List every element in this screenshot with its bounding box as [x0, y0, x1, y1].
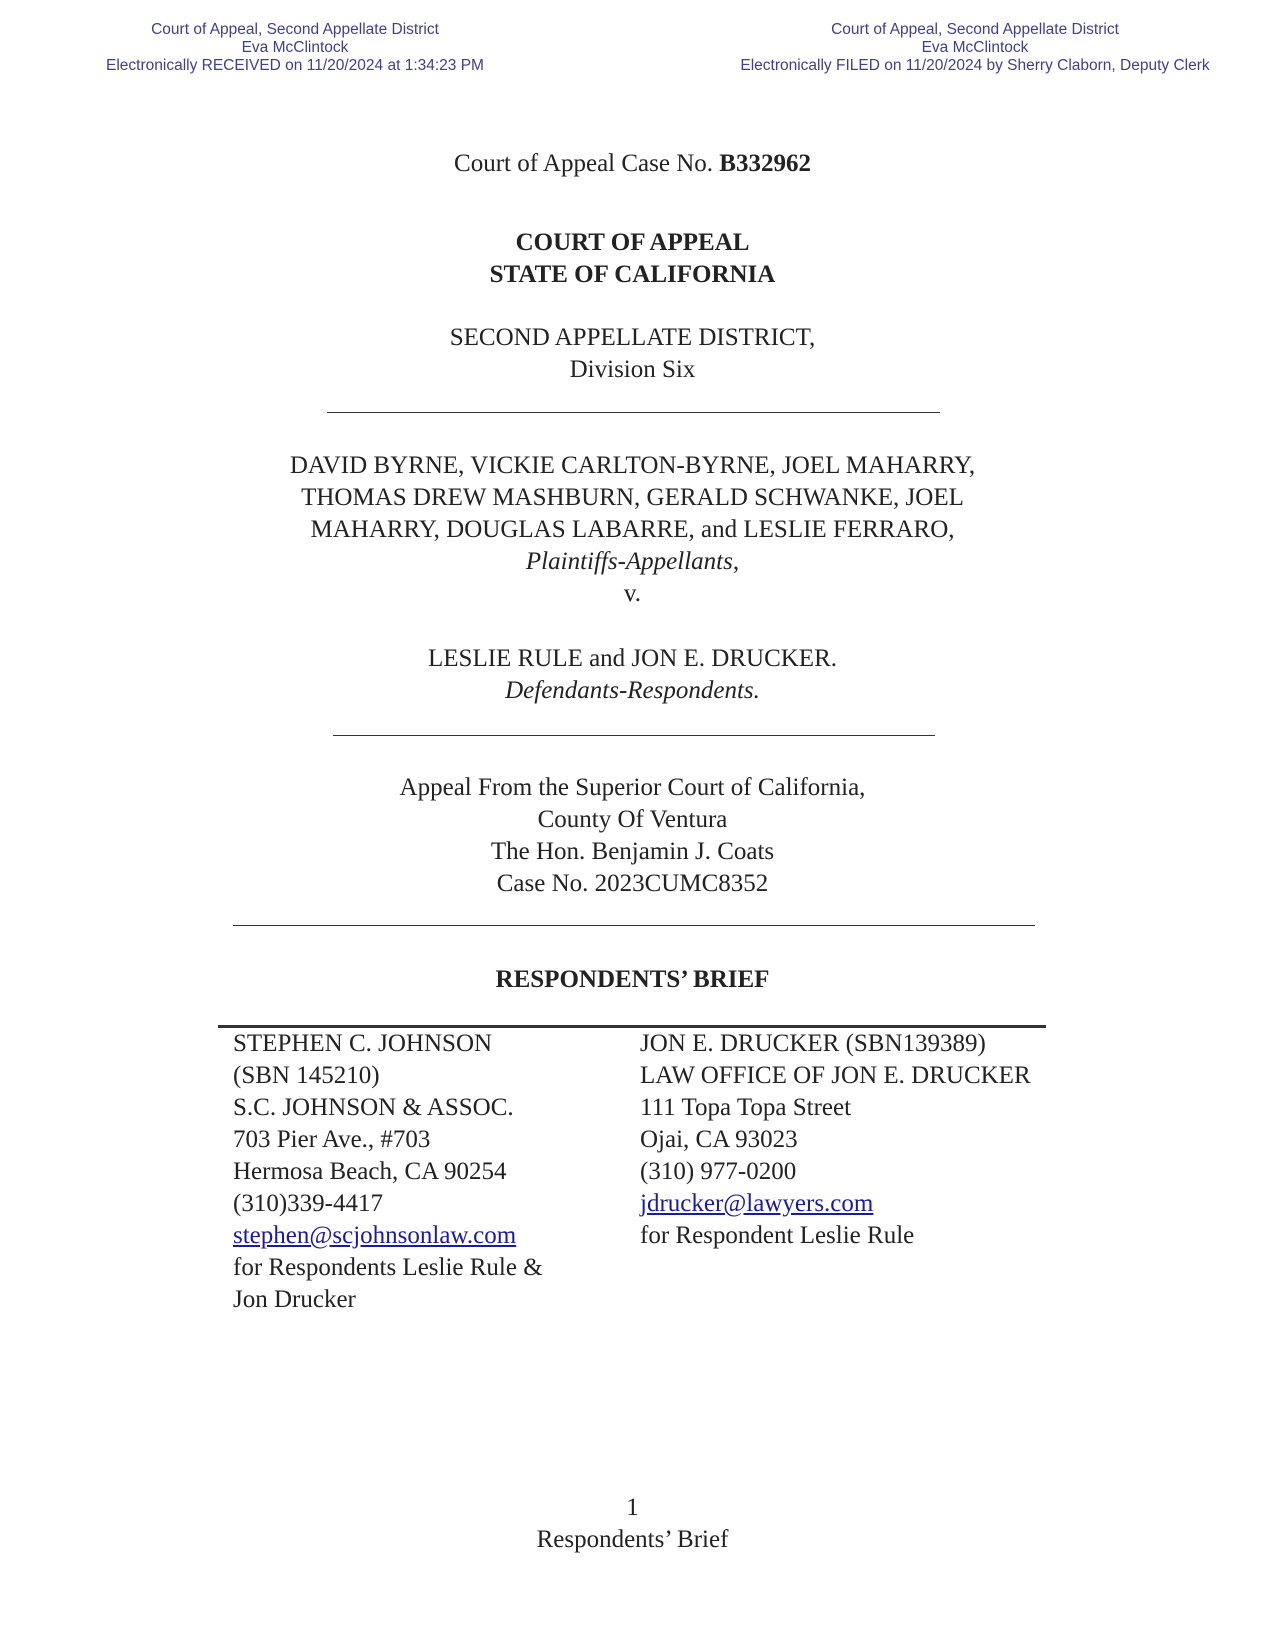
received-stamp-court: Court of Appeal, Second Appellate District — [151, 21, 439, 38]
versus: v. — [623, 580, 642, 607]
counsel-right-role: for Respondent Leslie Rule — [640, 1222, 915, 1249]
court-heading — [0, 227, 1265, 291]
appeal-case-number: Case No. 2023CUMC8352 — [496, 870, 769, 897]
counsel-left-address-1: 703 Pier Ave., #703 — [233, 1126, 431, 1153]
counsel-left — [233, 1028, 618, 1316]
appeal-county: County Of Ventura — [537, 806, 728, 833]
brief-title — [0, 964, 1265, 996]
page-number: 1 — [626, 1494, 639, 1521]
filed-stamp-status: Electronically FILED on 11/20/2024 by Sherry Claborn, Deputy Clerk — [740, 57, 1210, 74]
counsel-left-firm: S.C. JOHNSON & ASSOC. — [233, 1094, 514, 1121]
appeal-block — [0, 772, 1265, 900]
plaintiffs-role: Plaintiffs-Appellants — [525, 548, 733, 575]
plaintiffs-role-comma: , — [732, 548, 740, 575]
counsel-right-phone: (310) 977-0200 — [640, 1158, 797, 1185]
counsel-left-email-link[interactable]: stephen@scjohnsonlaw.com — [233, 1222, 517, 1249]
counsel-right-address-1: 111 Topa Topa Street — [640, 1094, 852, 1121]
plaintiffs-line-1: DAVID BYRNE, VICKIE CARLTON-BYRNE, JOEL MAHARRY, — [289, 452, 976, 479]
plaintiffs-line-2: THOMAS DREW MASHBURN, GERALD SCHWANKE, JOEL — [301, 484, 964, 511]
brief-title-text: RESPONDENTS’ BRIEF — [495, 966, 770, 993]
counsel-right-firm: LAW OFFICE OF JON E. DRUCKER — [640, 1062, 1031, 1089]
filed-stamp — [720, 21, 1230, 75]
counsel-left-role-2: Jon Drucker — [233, 1286, 356, 1313]
filed-stamp-court: Court of Appeal, Second Appellate District — [831, 21, 1119, 38]
divider-1 — [327, 412, 940, 413]
divider-2 — [333, 735, 935, 736]
received-stamp-status: Electronically RECEIVED on 11/20/2024 at 1:34:23 PM — [106, 57, 484, 74]
district-heading — [0, 322, 1265, 386]
case-number: B332962 — [719, 150, 811, 177]
appeal-judge: The Hon. Benjamin J. Coats — [490, 838, 775, 865]
plaintiffs-line-3: MAHARRY, DOUGLAS LABARRE, and LESLIE FERRARO, — [310, 516, 955, 543]
counsel-right — [640, 1028, 1120, 1252]
counsel-left-sbn: (SBN 145210) — [233, 1062, 380, 1089]
case-number-prefix: Court of Appeal Case No. — [454, 150, 720, 177]
appeal-court: Appeal From the Superior Court of California, — [399, 774, 866, 801]
counsel-right-email-link[interactable]: jdrucker@lawyers.com — [640, 1190, 874, 1217]
counsel-left-name: STEPHEN C. JOHNSON — [233, 1030, 493, 1057]
district-division: Division Six — [569, 356, 696, 383]
case-number-line — [0, 148, 1265, 180]
received-stamp-clerk: Eva McClintock — [241, 39, 349, 56]
counsel-left-phone: (310)339-4417 — [233, 1190, 383, 1217]
defendants-role: Defendants-Respondents. — [505, 677, 760, 704]
divider-3 — [233, 925, 1035, 926]
counsel-left-role-1: for Respondents Leslie Rule & — [233, 1254, 543, 1281]
received-stamp — [90, 21, 500, 75]
filed-stamp-clerk: Eva McClintock — [921, 39, 1029, 56]
counsel-left-address-2: Hermosa Beach, CA 90254 — [233, 1158, 507, 1185]
defendants-block — [0, 643, 1265, 707]
page-footer — [0, 1492, 1265, 1556]
plaintiffs-block — [0, 450, 1265, 610]
footer-label: Respondents’ Brief — [536, 1526, 729, 1553]
district-name: SECOND APPELLATE DISTRICT, — [449, 324, 816, 351]
counsel-right-address-2: Ojai, CA 93023 — [640, 1126, 798, 1153]
defendants-names: LESLIE RULE and JON E. DRUCKER. — [428, 645, 837, 672]
counsel-right-name: JON E. DRUCKER (SBN139389) — [640, 1030, 986, 1057]
court-name: COURT OF APPEAL — [515, 229, 750, 256]
court-state: STATE OF CALIFORNIA — [489, 261, 776, 288]
